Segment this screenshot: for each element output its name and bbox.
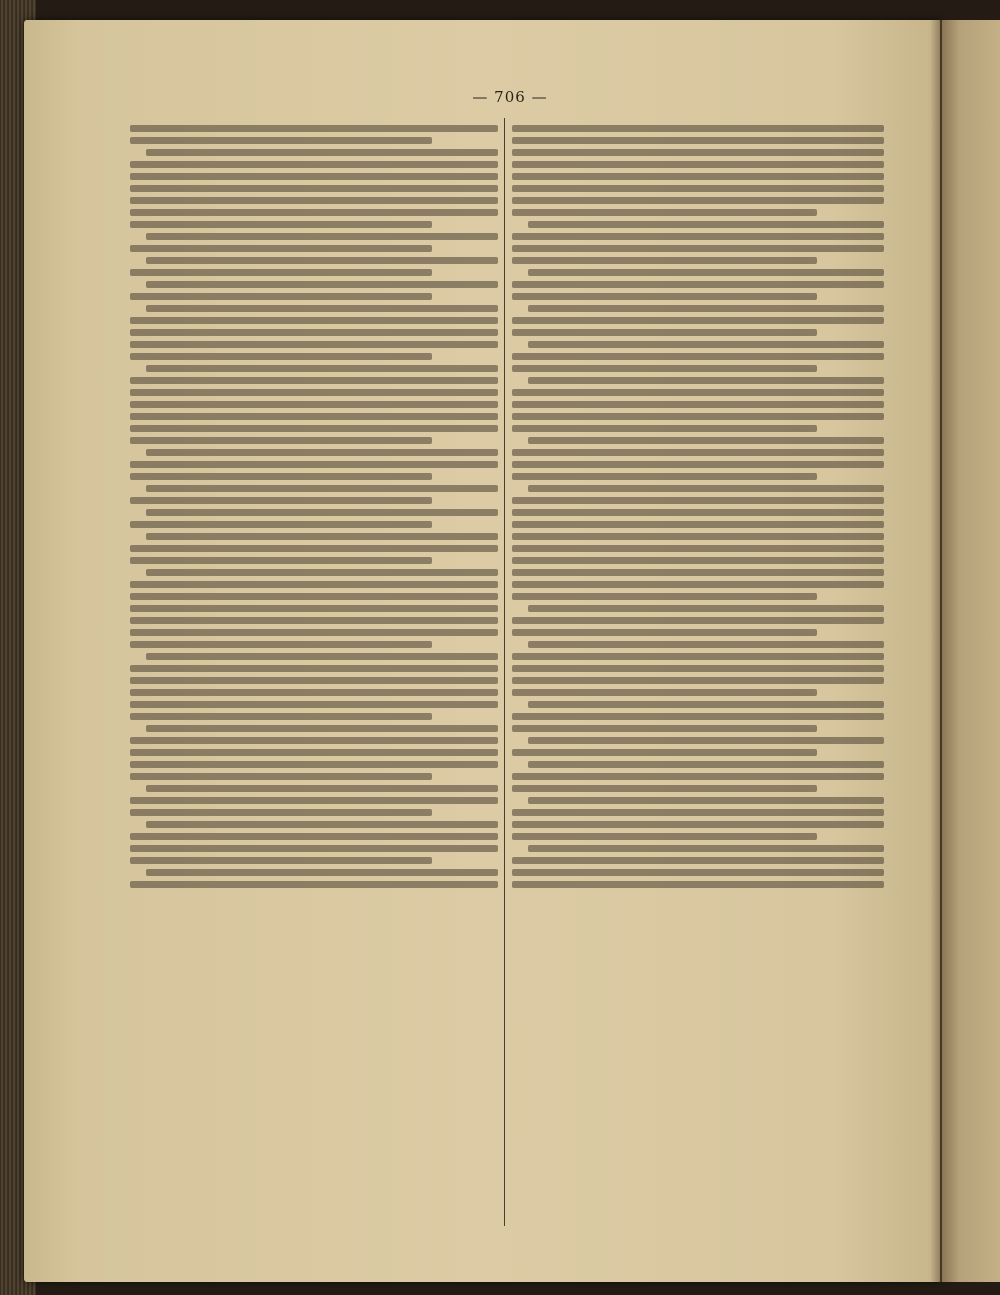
text-line-placeholder [512, 833, 817, 840]
text-line-placeholder [512, 689, 817, 696]
text-line-placeholder [512, 461, 884, 468]
text-line-placeholder [512, 545, 884, 552]
text-line-placeholder [130, 749, 498, 756]
text-line-placeholder [528, 485, 884, 492]
text-line-placeholder [512, 413, 884, 420]
text-line-placeholder [130, 665, 498, 672]
text-line-placeholder [146, 305, 498, 312]
text-line-placeholder [130, 221, 432, 228]
facing-page-edge [940, 20, 1000, 1282]
text-line-placeholder [512, 209, 817, 216]
text-line-placeholder [512, 785, 817, 792]
text-line-placeholder [130, 737, 498, 744]
text-line-placeholder [130, 473, 432, 480]
text-line-placeholder [130, 161, 498, 168]
text-line-placeholder [130, 317, 498, 324]
text-line-placeholder [528, 341, 884, 348]
text-line-placeholder [130, 845, 498, 852]
text-line-placeholder [130, 857, 432, 864]
text-line-placeholder [512, 509, 884, 516]
text-line-placeholder [130, 461, 498, 468]
text-line-placeholder [130, 833, 498, 840]
text-line-placeholder [512, 449, 884, 456]
text-line-placeholder [512, 281, 884, 288]
text-line-placeholder [528, 761, 884, 768]
text-line-placeholder [512, 149, 884, 156]
text-line-placeholder [512, 821, 884, 828]
text-line-placeholder [130, 689, 498, 696]
text-line-placeholder [130, 209, 498, 216]
text-line-placeholder [528, 605, 884, 612]
text-line-placeholder [512, 317, 884, 324]
text-line-placeholder [130, 173, 498, 180]
text-line-placeholder [512, 293, 817, 300]
text-line-placeholder [146, 449, 498, 456]
text-line-placeholder [512, 497, 884, 504]
text-line-placeholder [512, 881, 884, 888]
text-line-placeholder [146, 257, 498, 264]
text-line-placeholder [512, 869, 884, 876]
text-line-placeholder [130, 269, 432, 276]
text-line-placeholder [130, 605, 498, 612]
text-line-placeholder [130, 197, 498, 204]
text-line-placeholder [512, 569, 884, 576]
text-line-placeholder [512, 773, 884, 780]
text-line-placeholder [512, 197, 884, 204]
text-line-placeholder [146, 821, 498, 828]
text-line-placeholder [528, 377, 884, 384]
text-line-placeholder [512, 233, 884, 240]
page-number: — 706 — [472, 88, 548, 106]
text-line-placeholder [528, 797, 884, 804]
text-line-placeholder [130, 617, 498, 624]
text-line-placeholder [130, 185, 498, 192]
text-line-placeholder [512, 617, 884, 624]
text-line-placeholder [130, 557, 432, 564]
text-line-placeholder [130, 797, 498, 804]
text-line-placeholder [130, 329, 498, 336]
text-line-placeholder [512, 665, 884, 672]
text-line-placeholder [512, 125, 884, 132]
text-line-placeholder [146, 149, 498, 156]
text-line-placeholder [528, 221, 884, 228]
gutter-shadow [930, 20, 942, 1282]
text-line-placeholder [512, 401, 884, 408]
text-line-placeholder [130, 881, 498, 888]
text-line-placeholder [146, 725, 498, 732]
text-line-placeholder [130, 761, 498, 768]
text-line-placeholder [512, 137, 884, 144]
text-line-placeholder [130, 581, 498, 588]
text-line-placeholder [512, 533, 884, 540]
text-line-placeholder [130, 389, 498, 396]
text-line-placeholder [512, 749, 817, 756]
text-line-placeholder [130, 245, 432, 252]
text-line-placeholder [130, 701, 498, 708]
text-line-placeholder [130, 713, 432, 720]
text-line-placeholder [512, 521, 884, 528]
text-line-placeholder [130, 293, 432, 300]
text-line-placeholder [146, 233, 498, 240]
text-line-placeholder [130, 413, 498, 420]
text-line-placeholder [512, 593, 817, 600]
text-line-placeholder [130, 377, 498, 384]
text-line-placeholder [512, 629, 817, 636]
text-line-placeholder [130, 437, 432, 444]
text-line-placeholder [130, 677, 498, 684]
text-line-placeholder [528, 305, 884, 312]
text-line-placeholder [130, 641, 432, 648]
text-line-placeholder [512, 389, 884, 396]
text-line-placeholder [512, 425, 817, 432]
text-line-placeholder [146, 281, 498, 288]
column-rule [504, 118, 505, 1226]
text-line-placeholder [130, 425, 498, 432]
text-line-placeholder [512, 677, 884, 684]
text-line-placeholder [146, 365, 498, 372]
text-line-placeholder [130, 353, 432, 360]
text-line-placeholder [130, 809, 432, 816]
text-line-placeholder [512, 857, 884, 864]
text-line-placeholder [130, 401, 498, 408]
text-line-placeholder [512, 257, 817, 264]
text-line-placeholder [512, 557, 884, 564]
text-line-placeholder [130, 521, 432, 528]
text-line-placeholder [146, 533, 498, 540]
text-line-placeholder [512, 329, 817, 336]
text-line-placeholder [512, 173, 884, 180]
right-column-text [512, 120, 884, 1220]
text-line-placeholder [146, 785, 498, 792]
text-line-placeholder [146, 569, 498, 576]
text-line-placeholder [130, 773, 432, 780]
text-line-placeholder [512, 185, 884, 192]
text-line-placeholder [528, 845, 884, 852]
text-line-placeholder [130, 137, 432, 144]
text-line-placeholder [146, 869, 498, 876]
text-line-placeholder [130, 341, 498, 348]
text-line-placeholder [528, 269, 884, 276]
text-line-placeholder [146, 653, 498, 660]
text-line-placeholder [512, 353, 884, 360]
text-line-placeholder [512, 365, 817, 372]
text-line-placeholder [512, 245, 884, 252]
text-line-placeholder [528, 437, 884, 444]
text-line-placeholder [130, 629, 498, 636]
text-line-placeholder [130, 545, 498, 552]
text-line-placeholder [146, 509, 498, 516]
text-line-placeholder [528, 641, 884, 648]
text-line-placeholder [528, 737, 884, 744]
text-line-placeholder [512, 713, 884, 720]
text-line-placeholder [146, 485, 498, 492]
text-line-placeholder [130, 593, 498, 600]
text-line-placeholder [512, 473, 817, 480]
text-line-placeholder [512, 581, 884, 588]
text-line-placeholder [512, 725, 817, 732]
text-line-placeholder [512, 161, 884, 168]
text-line-placeholder [130, 125, 498, 132]
text-line-placeholder [512, 809, 884, 816]
text-line-placeholder [528, 701, 884, 708]
left-column-text [130, 120, 498, 1220]
text-line-placeholder [512, 653, 884, 660]
text-line-placeholder [130, 497, 432, 504]
